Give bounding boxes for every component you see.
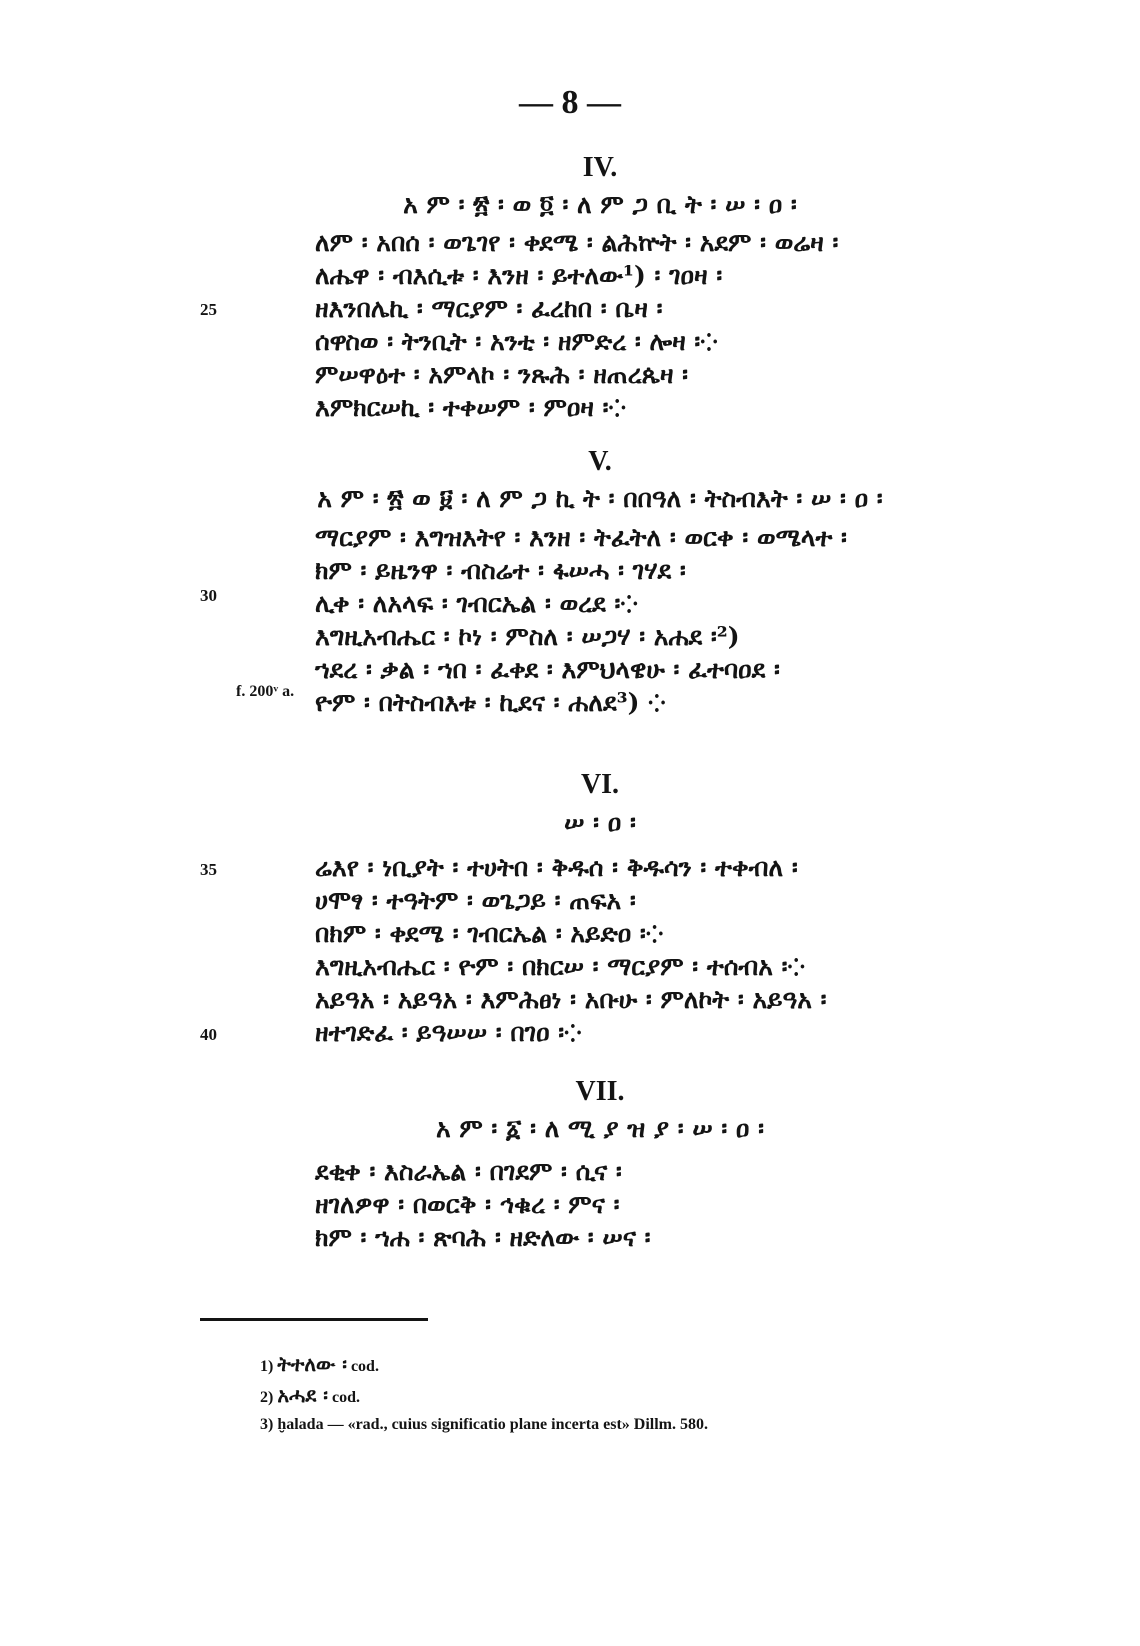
verse-line: እግዚአብሔር ፡ ኮነ ፡ ምስለ ፡ ሠጋሃ ፡ አሐደ ፡²): [315, 622, 740, 651]
footnote-geez: አሓደ ፡: [277, 1383, 328, 1407]
verse-line: ክም ፡ ኀሐ ፡ ጽባሕ ፡ ዘድለው ፡ ሠና ፡: [315, 1223, 651, 1252]
section-numeral-vi: VI.: [580, 769, 620, 800]
verse-line: ኀደረ ፡ ቃል ፡ ኀበ ፡ ፈቀደ ፡ እምህላዌሁ ፡ ፈተባዐደ ፡: [315, 655, 780, 684]
footnote-1: [260, 1352, 379, 1376]
verse-line: በክም ፡ ቀደሜ ፡ ገብርኤል ፡ አይድዐ ፡⁘: [315, 919, 664, 948]
folio-marker: f. 200ᵛ a.: [236, 683, 295, 700]
section-numeral-v: V.: [588, 446, 612, 477]
footnote-number: 2): [260, 1389, 274, 1406]
verse-line: ለም ፡ አበሰ ፡ ወጌገየ ፡ ቀደሜ ፡ ልሕኵት ፡ አደም ፡ ወሬዛ ፡: [315, 228, 839, 257]
footnote-text: cod.: [350, 1358, 379, 1375]
verse-line: አይዓአ ፡ አይዓአ ፡ እምሕፀነ ፡ አቡሁ ፡ ምለኮት ፡ አይዓአ ፡: [315, 985, 827, 1014]
footnote-text: ḫalada — «rad., cuius significatio plane incerta est» Dillm. 580.: [277, 1416, 708, 1433]
section-heading-vi: ሠ ፡ ዐ ፡: [564, 808, 636, 837]
section-numeral-vii: VII.: [575, 1076, 625, 1107]
section-numeral-iv: IV.: [582, 152, 618, 183]
verse-line: ሊቀ ፡ ለአላፍ ፡ ገብርኤል ፡ ወረደ ፡⁘: [315, 589, 638, 618]
verse-line: ማርያም ፡ እግዝእትየ ፡ እንዘ ፡ ትፈትለ ፡ ወርቀ ፡ ወሜላተ ፡: [315, 523, 847, 552]
section-heading-v: አ ም ፡ ፳ ወ ፱ ፡ ለ ም ጋ ኪ ት ፡ በበዓለ ፡ ትስብእት ፡ ሠ ፡ ዐ ፡: [317, 484, 883, 513]
margin-line-number: 25: [200, 300, 217, 319]
verse-line: ለሔዋ ፡ ብእሲቱ ፡ እንዘ ፡ ይተለው¹) ፡ ገዐዛ ፡: [315, 261, 723, 290]
footnote-2: [260, 1383, 360, 1407]
margin-line-number: 40: [200, 1025, 217, 1044]
verse-line: ደቂቀ ፡ እስራኤል ፡ በገደም ፡ ሲና ፡: [315, 1157, 622, 1186]
verse-line: ዘተገድፈ ፡ ይዓሠሠ ፡ በገዐ ፡⁘: [315, 1018, 582, 1047]
verse-line: እምክርሠኪ ፡ ተቀሠም ፡ ምዐዛ ፡⁘: [315, 393, 626, 422]
verse-line: ሰዋስወ ፡ ትንቢት ፡ አንቲ ፡ ዘምድረ ፡ ሎዛ ፡⁘: [315, 327, 718, 356]
footnote-separator: [200, 1318, 428, 1321]
footnote-number: 3): [260, 1416, 274, 1433]
margin-line-number: 35: [200, 860, 217, 879]
footnote-geez: ትተለው ፡: [277, 1352, 347, 1376]
verse-line: ክም ፡ ይዜንዋ ፡ ብስሬተ ፡ ፋሠሓ ፡ ገሃደ ፡: [315, 556, 686, 585]
verse-line: ዮም ፡ በትስብእቱ ፡ ኪደና ፡ ሐለደ³) ⁘: [315, 688, 666, 717]
verse-line: ሀሞፃ ፡ ተዓትም ፡ ወጌጋይ ፡ ጠፍአ ፡: [315, 886, 636, 915]
verse-line: እግዚአብሔር ፡ ዮም ፡ በክርሠ ፡ ማርያም ፡ ተሰብአ ፡⁘: [315, 952, 806, 981]
section-heading-iv: አ ም ፡ ፳ ፡ ወ ፬ ፡ ለ ም ጋ ቢ ት ፡ ሠ ፡ ዐ ፡: [403, 190, 797, 219]
footnote-3: [260, 1416, 708, 1434]
verse-line: ምሠዋዕተ ፡ አምላኮ ፡ ንጹሕ ፡ ዘጠረጴዛ ፡: [315, 360, 689, 389]
page-number: — 8 —: [519, 84, 621, 121]
margin-line-number: 30: [200, 586, 217, 605]
section-heading-vii: አ ም ፡ ፩ ፡ ለ ሚ ያ ዝ ያ ፡ ሠ ፡ ዐ ፡: [435, 1114, 765, 1143]
footnote-number: 1): [260, 1358, 274, 1375]
verse-line: ዘገለዎዋ ፡ በወርቅ ፡ ኅቁረ ፡ ምና ፡: [315, 1190, 620, 1219]
footnote-text: cod.: [331, 1389, 360, 1406]
verse-line: ሬእየ ፡ ነቢያት ፡ ተሀትበ ፡ ቅዱሰ ፡ ቅዱሳን ፡ ተቀብለ ፡: [315, 853, 798, 882]
verse-line: ዘእንበሌኪ ፡ ማርያም ፡ ፈረከበ ፡ ቤዛ ፡: [315, 294, 663, 323]
